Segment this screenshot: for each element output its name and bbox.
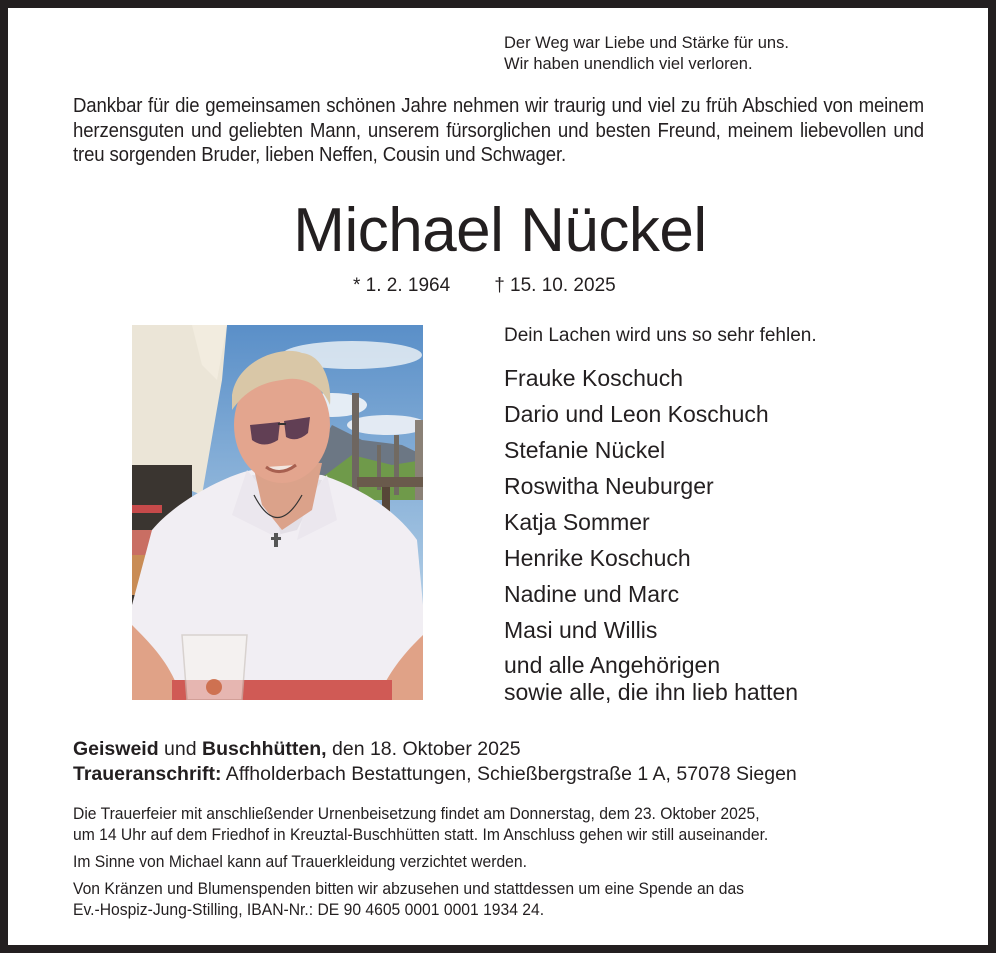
mourner: Roswitha Neuburger: [504, 473, 714, 499]
closing-line-2: sowie alle, die ihn lieb hatten: [504, 679, 799, 705]
and-text: und: [158, 738, 202, 760]
death-date: † 15. 10. 2025: [494, 275, 616, 296]
ceremony-line-1: Die Trauerfeier mit anschließender Urnenbeisetzung findet am Donnerstag, dem 23. Oktober 2025,: [73, 805, 760, 823]
address-text: Affholderbach Bestattungen, Schießbergstraße 1 A, 57078 Siegen: [221, 763, 797, 785]
donation-notice: [73, 879, 744, 921]
place-and-address: [73, 737, 797, 787]
ceremony-line-2: um 14 Uhr auf dem Friedhof in Kreuztal-Buschhütten statt. Im Anschluss gehen wir still auseinander.: [73, 826, 769, 844]
donation-line-1: Von Kränzen und Blumenspenden bitten wir abzusehen und stattdessen um eine Spende an das: [73, 880, 745, 898]
quote: Dein Lachen wird uns so sehr fehlen.: [504, 325, 817, 346]
address-line: [73, 762, 797, 787]
motto: [504, 33, 789, 75]
dress-notice: Im Sinne von Michael kann auf Trauerkleidung verzichtet werden.: [73, 853, 527, 871]
mourner: Nadine und Marc: [504, 581, 680, 607]
mourner: Masi und Willis: [504, 617, 658, 643]
mourners-list: [504, 364, 798, 706]
mourner: Frauke Koschuch: [504, 365, 683, 391]
date-text: den 18. Oktober 2025: [326, 738, 521, 760]
mourner: Stefanie Nückel: [504, 437, 666, 463]
ceremony-notice: [73, 804, 768, 846]
portrait-photo: [132, 325, 423, 700]
motto-line-2: Wir haben unendlich viel verloren.: [504, 55, 753, 73]
mourner: Dario und Leon Koschuch: [504, 401, 769, 427]
life-dates: [353, 275, 616, 297]
closing-line-1: und alle Angehörigen: [504, 652, 721, 678]
deceased-name: Michael Nückel: [293, 196, 707, 265]
intro-text: Dankbar für die gemeinsamen schönen Jahre nehmen wir traurig und viel zu früh Abschied von meinem herzensguten und geliebten Mann, unserem fürsorglichen und besten Freund, meinem liebevollen und treu sorgenden Bruder, lieben Neffen, Cousin und Schwager.: [73, 95, 924, 166]
town-buschhuetten: Buschhütten,: [202, 738, 327, 760]
mourner: Henrike Koschuch: [504, 545, 691, 571]
donation-line-2: Ev.-Hospiz-Jung-Stilling, IBAN-Nr.: DE 90 4605 0001 0001 1934 24.: [73, 901, 545, 919]
mourner: Katja Sommer: [504, 509, 650, 535]
place-date-line: [73, 737, 797, 762]
address-label: Traueranschrift:: [73, 763, 222, 785]
town-geisweid: Geisweid: [73, 738, 159, 760]
birth-date: * 1. 2. 1964: [353, 275, 451, 296]
motto-line-1: Der Weg war Liebe und Stärke für uns.: [504, 34, 789, 52]
